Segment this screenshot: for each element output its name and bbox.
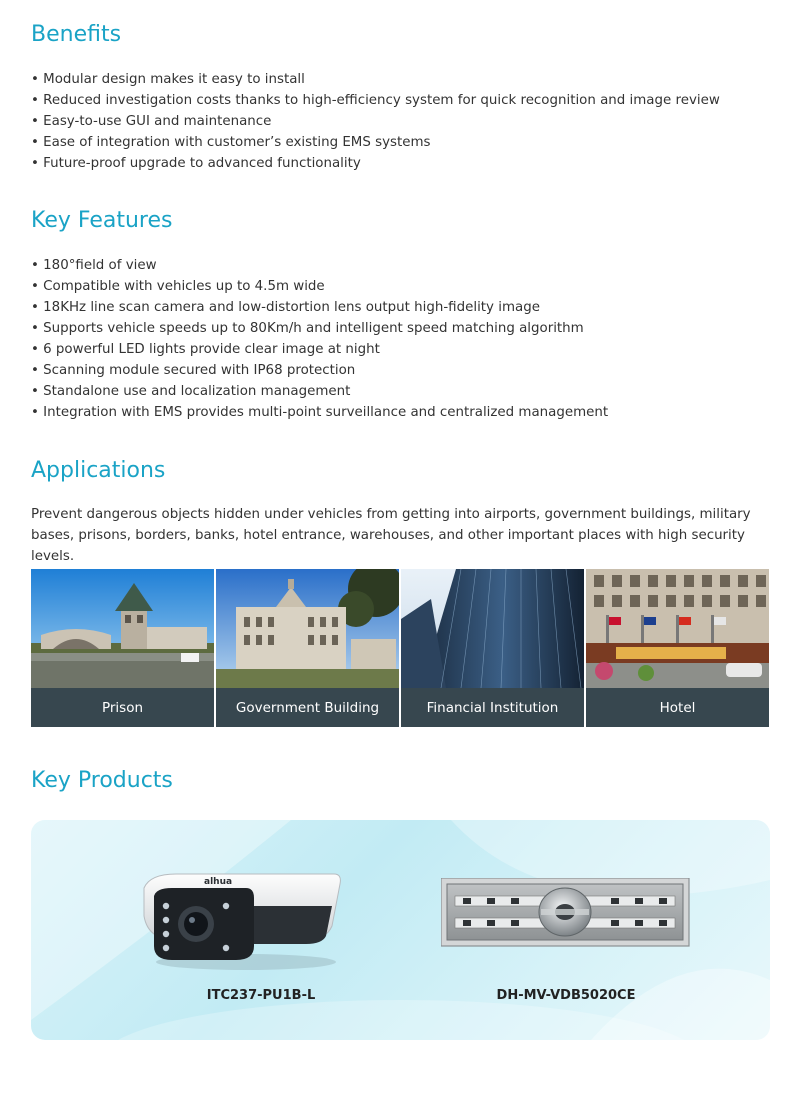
feature-item: • Supports vehicle speeds up to 80Km/h and intelligent speed matching algorithm	[31, 318, 608, 339]
applications-heading: Applications	[31, 458, 166, 483]
feature-item: • Scanning module secured with IP68 protection	[31, 360, 608, 381]
application-label: Prison	[31, 688, 214, 727]
feature-item: • 180°field of view	[31, 255, 608, 276]
feature-item: • Standalone use and localization management	[31, 381, 608, 402]
camera-product-image	[136, 866, 346, 976]
financial-institution-image	[401, 569, 584, 688]
product-dh-mv-vdb5020ce	[436, 820, 696, 1040]
benefit-item: • Reduced investigation costs thanks to high-efficiency system for quick recognition and image review	[31, 90, 720, 111]
camera-brand-logo: alhua	[204, 877, 233, 887]
applications-gallery	[31, 569, 769, 727]
product-name: ITC237-PU1B-L	[206, 988, 316, 1003]
application-label: Hotel	[586, 688, 769, 727]
product-itc237	[131, 820, 391, 1040]
application-label: Financial Institution	[401, 688, 584, 727]
key-features-heading: Key Features	[31, 208, 173, 233]
government-photo-illustration	[216, 569, 399, 688]
benefits-heading: Benefits	[31, 22, 122, 47]
scanner-product-image	[441, 878, 691, 948]
key-products-heading: Key Products	[31, 768, 173, 793]
benefit-item: • Ease of integration with customer’s existing EMS systems	[31, 132, 720, 153]
feature-item: • 6 powerful LED lights provide clear image at night	[31, 339, 608, 360]
feature-item: • Integration with EMS provides multi-point surveillance and centralized management	[31, 402, 608, 423]
prison-photo-illustration	[31, 569, 214, 688]
benefit-item: • Future-proof upgrade to advanced functionality	[31, 153, 720, 174]
government-building-image	[216, 569, 399, 688]
hotel-photo-illustration	[586, 569, 769, 688]
feature-item: • Compatible with vehicles up to 4.5m wide	[31, 276, 608, 297]
key-features-list	[31, 255, 608, 423]
hotel-image	[586, 569, 769, 688]
prison-image	[31, 569, 214, 688]
benefits-list	[31, 69, 720, 174]
benefit-item: • Modular design makes it easy to install	[31, 69, 720, 90]
benefit-item: • Easy-to-use GUI and maintenance	[31, 111, 720, 132]
product-name: DH-MV-VDB5020CE	[496, 988, 636, 1003]
application-card-hotel	[586, 569, 769, 727]
applications-description: Prevent dangerous objects hidden under vehicles from getting into airports, government buildings, military bases, prisons, borders, banks, hotel entrance, warehouses, and other important places with high security levels.	[31, 507, 751, 564]
application-card-prison	[31, 569, 214, 727]
application-label: Government Building	[216, 688, 399, 727]
application-card-government	[216, 569, 399, 727]
financial-photo-illustration	[401, 569, 584, 688]
application-card-financial	[401, 569, 584, 727]
feature-item: • 18KHz line scan camera and low-distortion lens output high-fidelity image	[31, 297, 608, 318]
key-products-panel	[31, 820, 770, 1040]
